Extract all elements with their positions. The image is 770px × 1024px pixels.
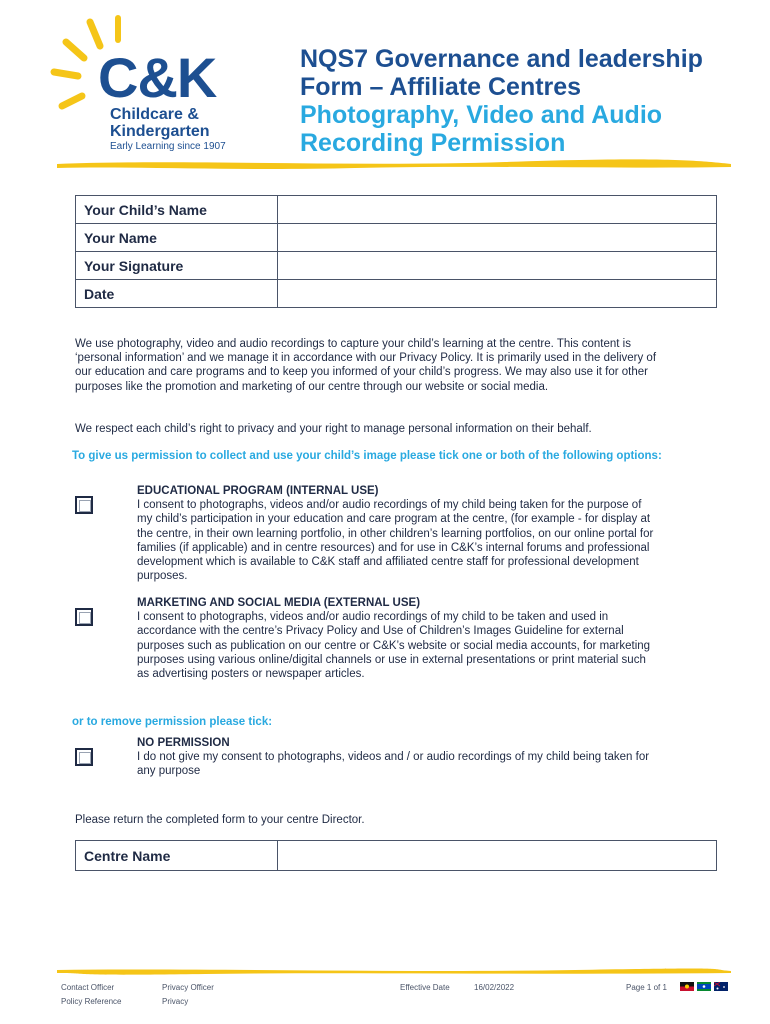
date-field[interactable] <box>278 280 717 308</box>
details-table <box>75 195 717 308</box>
table-row <box>76 224 717 252</box>
intro-paragraph: We use photography, video and audio recordings to capture your child’s learning at the centre. This content is ‘personal information’ and we manage it in accordance with our Privacy Policy. It is primarily used in the delivery of our education and care programs and to keep you informed of your child’s progress. We may also use it for other purposes like the promotion and marketing of our centre through our website or social media. <box>75 338 657 393</box>
effective-date-label: Effective Date <box>400 983 450 992</box>
table-row <box>76 196 717 224</box>
form-title <box>300 45 703 157</box>
subtitle-line2: Recording Permission <box>300 129 566 157</box>
permission-instruction: To give us permission to collect and use your child’s image please tick one or both of the following options: <box>72 450 662 462</box>
child-name-label: Your Child’s Name <box>76 196 278 224</box>
logo-line2: Kindergarten <box>110 123 210 140</box>
logo-line1: Childcare & <box>110 106 199 123</box>
privacy-paragraph: We respect each child’s right to privacy and your right to manage personal information on their behalf. <box>75 423 592 435</box>
marketing-checkbox[interactable] <box>75 608 93 626</box>
effective-date-value: 16/02/2022 <box>474 983 515 992</box>
header-divider-brush <box>55 156 735 170</box>
logo-name <box>110 106 210 140</box>
table-row <box>76 252 717 280</box>
centre-name-field[interactable] <box>278 841 717 871</box>
your-name-label: Your Name <box>76 224 278 252</box>
ck-logo <box>48 14 248 159</box>
torres-strait-flag-icon <box>697 982 711 991</box>
policy-reference-value: Privacy <box>162 997 189 1006</box>
table-row <box>76 841 717 871</box>
educational-text-block <box>137 484 657 583</box>
title-line1: NQS7 Governance and leadership <box>300 45 703 73</box>
your-name-field[interactable] <box>278 224 717 252</box>
logo-mark: C&K <box>98 46 217 109</box>
aboriginal-flag-icon <box>680 982 694 991</box>
remove-permission-instruction: or to remove permission please tick: <box>72 716 273 728</box>
educational-checkbox[interactable] <box>75 496 93 514</box>
logo-tagline: Early Learning since 1907 <box>110 141 226 152</box>
table-row <box>76 280 717 308</box>
contact-officer-label: Contact Officer <box>61 983 115 992</box>
marketing-text: I consent to photographs, videos and/or audio recordings of my child to be taken and used in accordance with the centre’s Privacy Policy and Use of Children’s Images Guideline for external purposes such as publication on our centre or C&K’s website or social media accounts, for marketing purposes using various online/digital channels or use in external presentations or print material such as advertising posters or newspaper articles. <box>137 611 651 681</box>
contact-officer-value: Privacy Officer <box>162 983 214 992</box>
title-line2: Form – Affiliate Centres <box>300 73 582 101</box>
no-permission-checkbox[interactable] <box>75 748 93 766</box>
subtitle-line1: Photography, Video and Audio <box>300 101 663 129</box>
marketing-text-block <box>137 596 657 681</box>
child-name-field[interactable] <box>278 196 717 224</box>
signature-field[interactable] <box>278 252 717 280</box>
return-note: Please return the completed form to your centre Director. <box>75 814 365 826</box>
signature-label: Your Signature <box>76 252 278 280</box>
centre-table <box>75 840 717 871</box>
footer-divider-brush <box>55 966 735 976</box>
flags <box>680 982 728 991</box>
date-label: Date <box>76 280 278 308</box>
no-permission-text-block <box>137 736 657 779</box>
marketing-heading: MARKETING AND SOCIAL MEDIA (EXTERNAL USE) <box>137 597 421 609</box>
educational-text: I consent to photographs, videos and/or audio recordings of my child being taken for the purpose of my child’s participation in your education and care program at the centre, (for example - for display at the centre, in their own learning portfolio, in other children’s learning portfolios, on our online portal for families (if applicable) and in centre resources) and for use in C&K’s internal forums and professional development which is available to C&K staff and affiliated centre staff for professional development purposes. <box>137 499 654 583</box>
centre-name-label: Centre Name <box>76 841 278 871</box>
educational-heading: EDUCATIONAL PROGRAM (INTERNAL USE) <box>137 485 379 497</box>
page-number: Page 1 of 1 <box>626 983 667 992</box>
australian-flag-icon <box>714 982 728 991</box>
no-permission-heading: NO PERMISSION <box>137 737 230 749</box>
policy-reference-label: Policy Reference <box>61 997 122 1006</box>
no-permission-text: I do not give my consent to photographs, videos and / or audio recordings of my child being taken for any purpose <box>137 751 650 778</box>
